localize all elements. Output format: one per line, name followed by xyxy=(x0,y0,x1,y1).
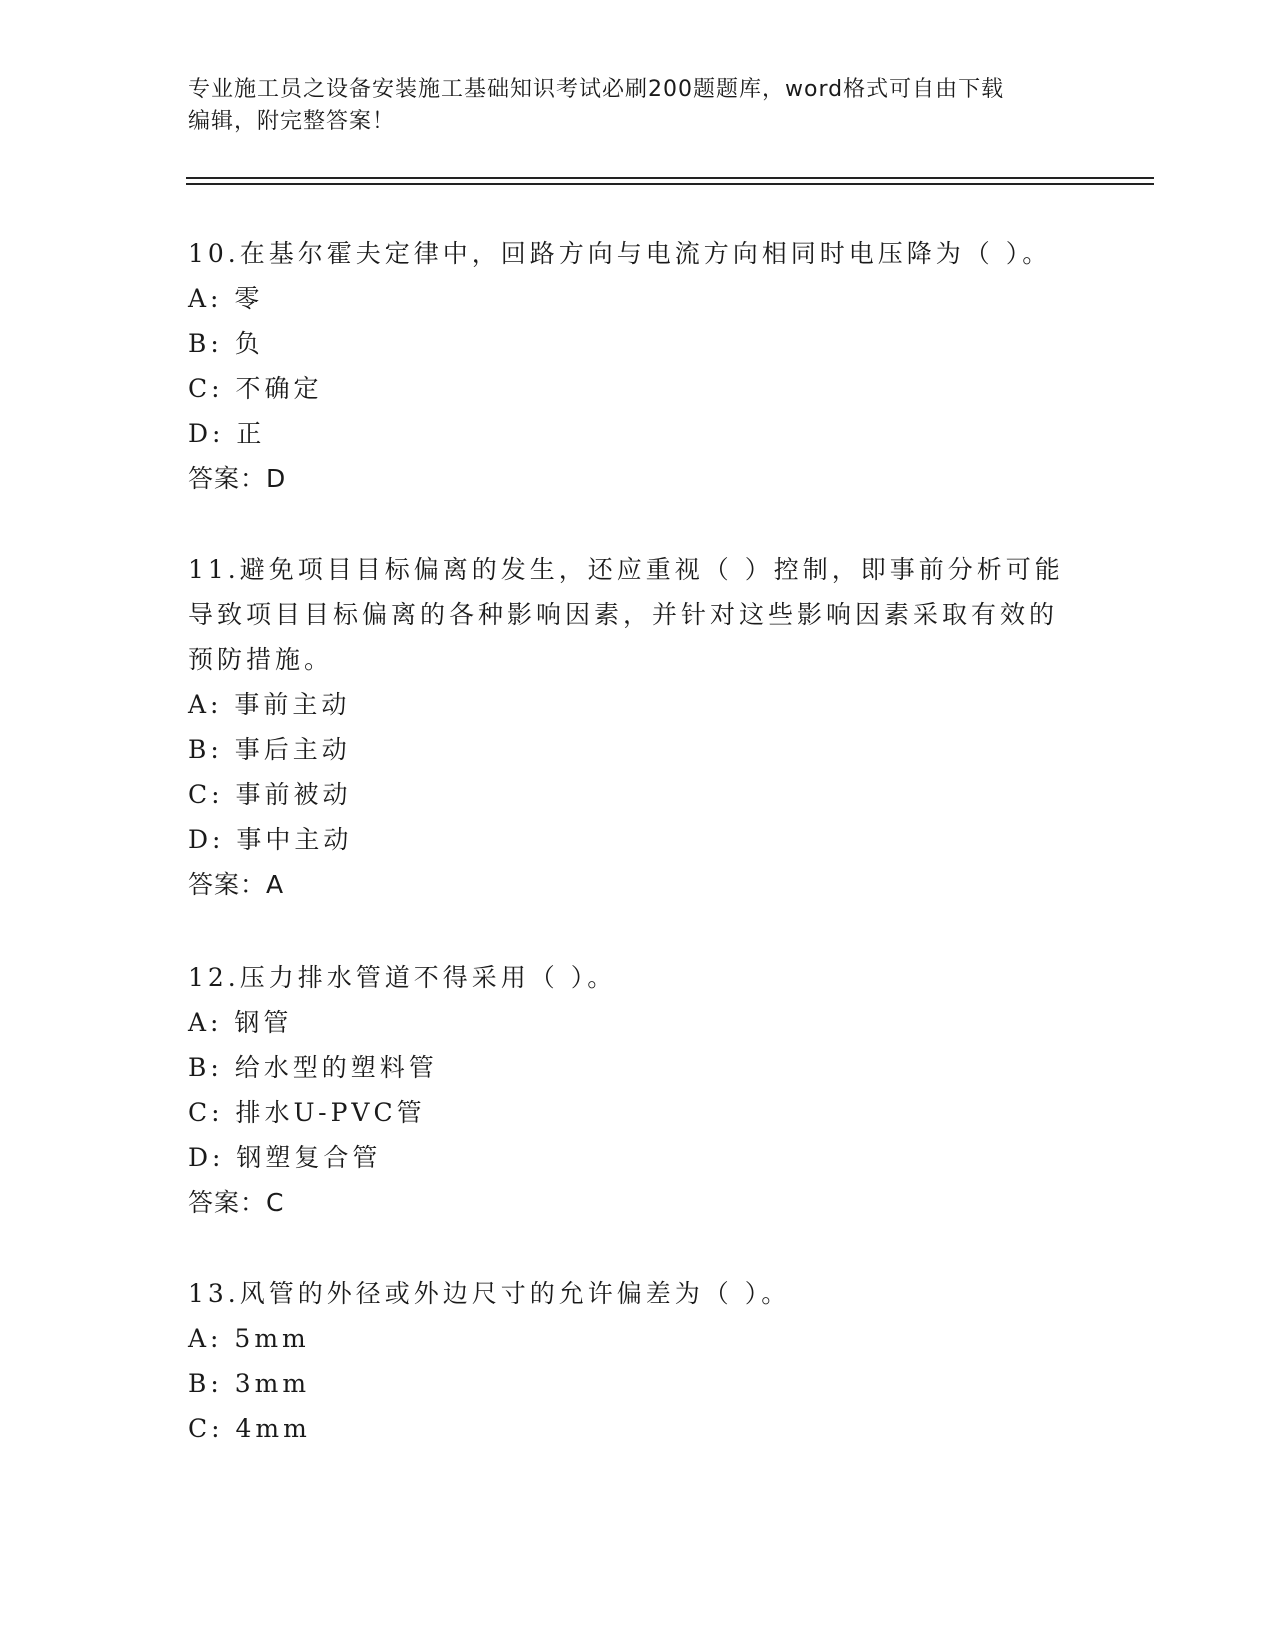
document-header xyxy=(188,74,1068,138)
header-line-1: 专业施工员之设备安装施工基础知识考试必刷200题题库，word格式可自由下载 xyxy=(188,77,1005,102)
option-c: C: 排水U-PVC管 xyxy=(188,1098,426,1127)
option-a: A: 钢管 xyxy=(188,1008,293,1037)
question-stem: 12.压力排水管道不得采用（ ）。 xyxy=(188,963,617,992)
answer-label: 答案：A xyxy=(188,870,285,899)
option-c: C: 4mm xyxy=(188,1414,311,1443)
option-c: C: 事前被动 xyxy=(188,780,352,809)
question-10 xyxy=(188,231,1068,501)
question-13 xyxy=(188,1271,1068,1451)
question-stem-line-2: 导致项目目标偏离的各种影响因素，并针对这些影响因素采取有效的 xyxy=(188,600,1059,629)
option-d: D: 事中主动 xyxy=(188,825,353,854)
answer-label: 答案：D xyxy=(188,464,287,493)
question-stem-line-1: 11.避免项目目标偏离的发生，还应重视（ ）控制，即事前分析可能 xyxy=(188,555,1064,584)
option-d: D: 正 xyxy=(188,419,266,448)
question-12 xyxy=(188,955,1068,1225)
header-line-2: 编辑，附完整答案！ xyxy=(188,109,396,134)
option-d: D: 钢塑复合管 xyxy=(188,1143,382,1172)
header-divider-top xyxy=(186,177,1154,179)
option-c: C: 不确定 xyxy=(188,374,323,403)
option-a: A: 5mm xyxy=(188,1324,310,1353)
question-stem: 13.风管的外径或外边尺寸的允许偏差为（ ）。 xyxy=(188,1279,791,1308)
answer-label: 答案：C xyxy=(188,1188,285,1217)
header-divider-bottom xyxy=(186,183,1154,185)
option-a: A: 零 xyxy=(188,284,264,313)
question-stem: 10.在基尔霍夫定律中，回路方向与电流方向相同时电压降为（ ）。 xyxy=(188,239,1052,268)
question-11 xyxy=(188,547,1068,907)
question-stem-line-3: 预防措施。 xyxy=(188,645,334,674)
option-a: A: 事前主动 xyxy=(188,690,351,719)
option-b: B: 给水型的塑料管 xyxy=(188,1053,438,1082)
option-b: B: 3mm xyxy=(188,1369,311,1398)
option-b: B: 事后主动 xyxy=(188,735,351,764)
option-b: B: 负 xyxy=(188,329,264,358)
